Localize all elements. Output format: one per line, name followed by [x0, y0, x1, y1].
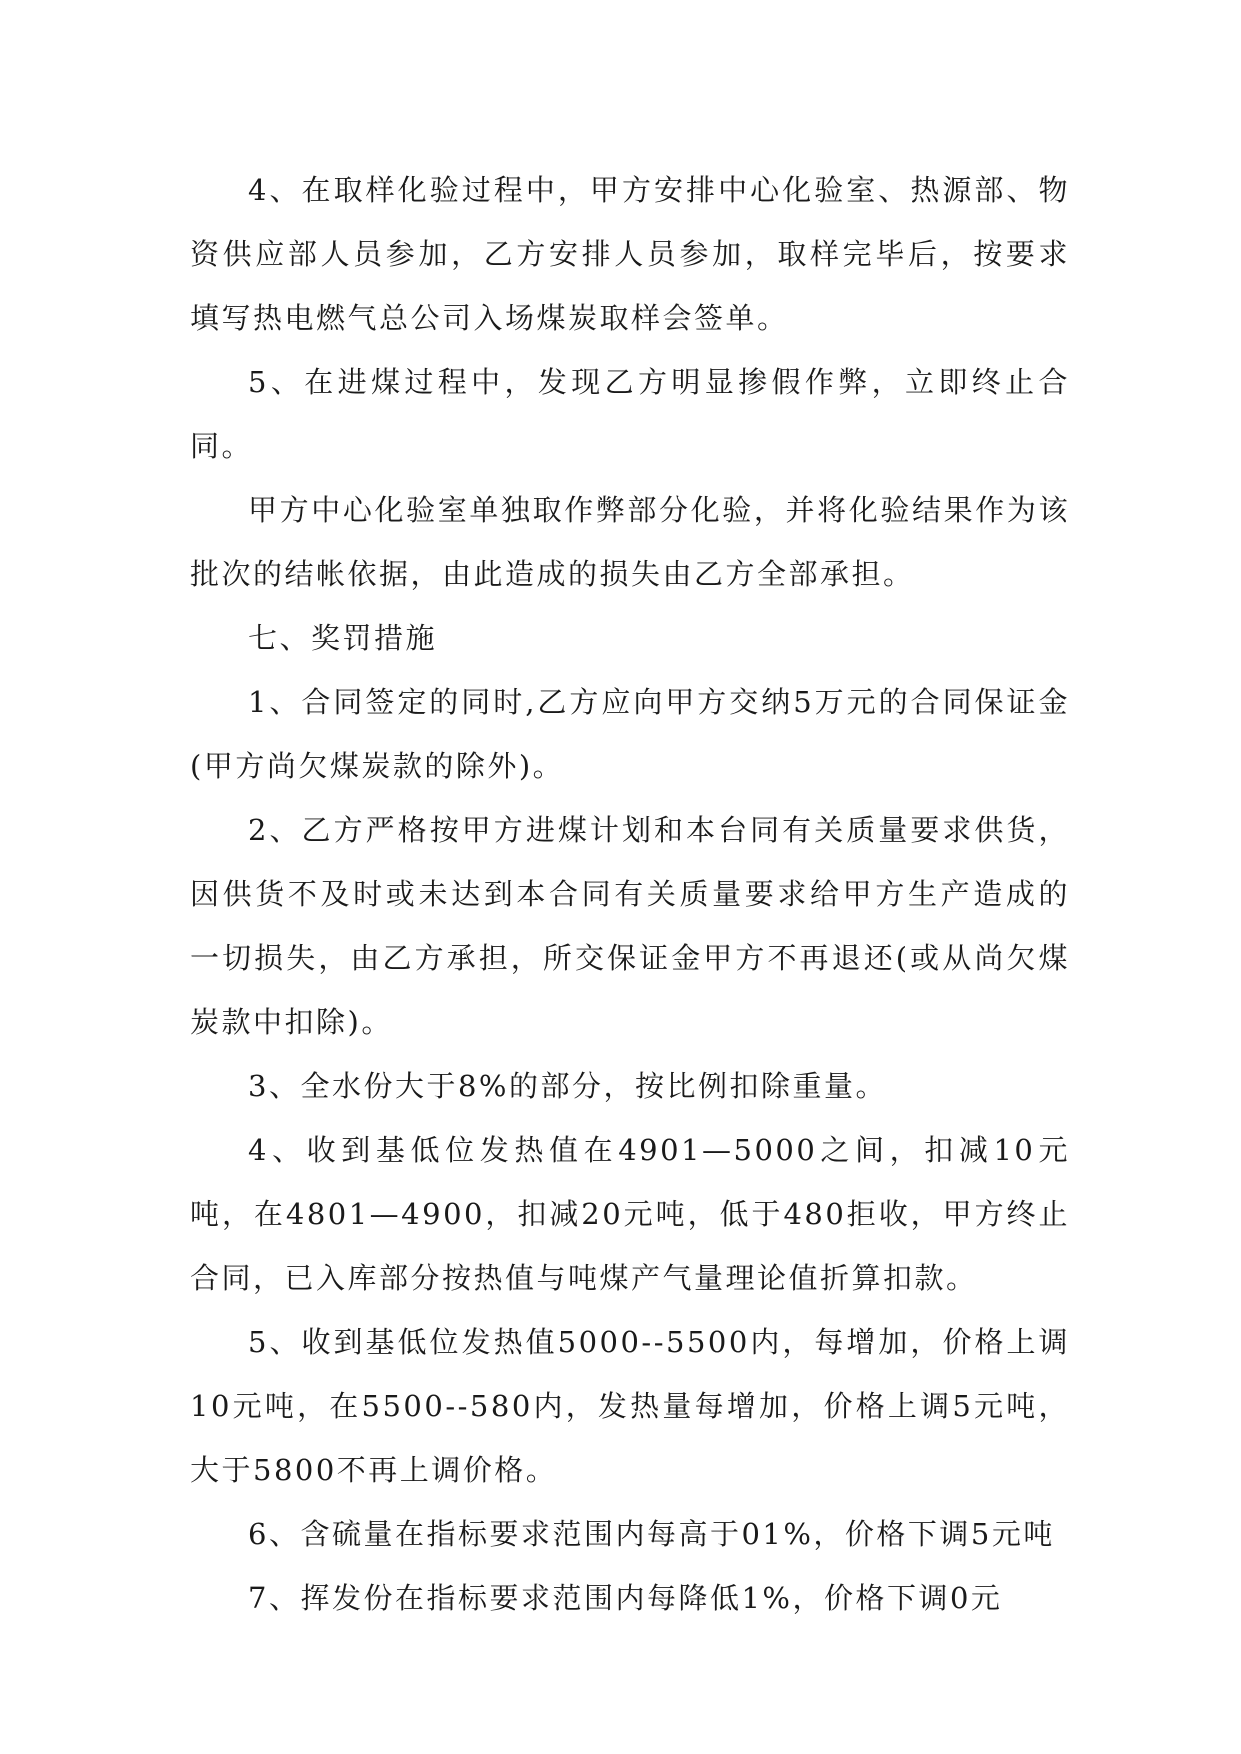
paragraph-moisture: 3、全水份大于8%的部分，按比例扣除重量。: [248, 1069, 887, 1103]
paragraph-sulfur-content: 6、含硫量在指标要求范围内每高于01%，价格下调5元吨: [248, 1517, 1055, 1551]
document-body: [190, 158, 1070, 1630]
paragraph-high-calorific-value: 5、收到基低位发热值5000--5500内，每增加，价格上调10元吨，在5500--580内，发热量每增加，价格上调5元吨，大于5800不再上调价格。: [190, 1325, 1070, 1487]
paragraph-low-calorific-value: 4、收到基低位发热值在4901—5000之间，扣减10元吨，在4801—4900，扣减20元吨，低于480拒收，甲方终止合同，已入库部分按热值与吨煤产气量理论值折算扣款。: [190, 1133, 1070, 1295]
paragraph-supply-plan: 2、乙方严格按甲方进煤计划和本台同有关质量要求供货，因供货不及时或未达到本合同有关质量要求给甲方生产造成的一切损失，由乙方承担，所交保证金甲方不再退还(或从尚欠煤炭款中扣除)。: [190, 813, 1070, 1039]
paragraph-deposit: 1、合同签定的同时,乙方应向甲方交纳5万元的合同保证金(甲方尚欠煤炭款的除外)。: [190, 685, 1070, 783]
paragraph-fraud-lab-test: 甲方中心化验室单独取作弊部分化验，并将化验结果作为该批次的结帐依据，由此造成的损失由乙方全部承担。: [190, 493, 1070, 591]
paragraph-sampling-personnel: 4、在取样化验过程中，甲方安排中心化验室、热源部、物资供应部人员参加，乙方安排人员参加，取样完毕后，按要求填写热电燃气总公司入场煤炭取样会签单。: [190, 173, 1070, 335]
section-heading-rewards-penalties: 七、奖罚措施: [248, 621, 438, 655]
paragraph-fraud-termination: 5、在进煤过程中，发现乙方明显掺假作弊，立即终止合同。: [190, 365, 1070, 463]
paragraph-volatile-matter: 7、挥发份在指标要求范围内每降低1%，价格下调0元: [248, 1581, 1003, 1615]
